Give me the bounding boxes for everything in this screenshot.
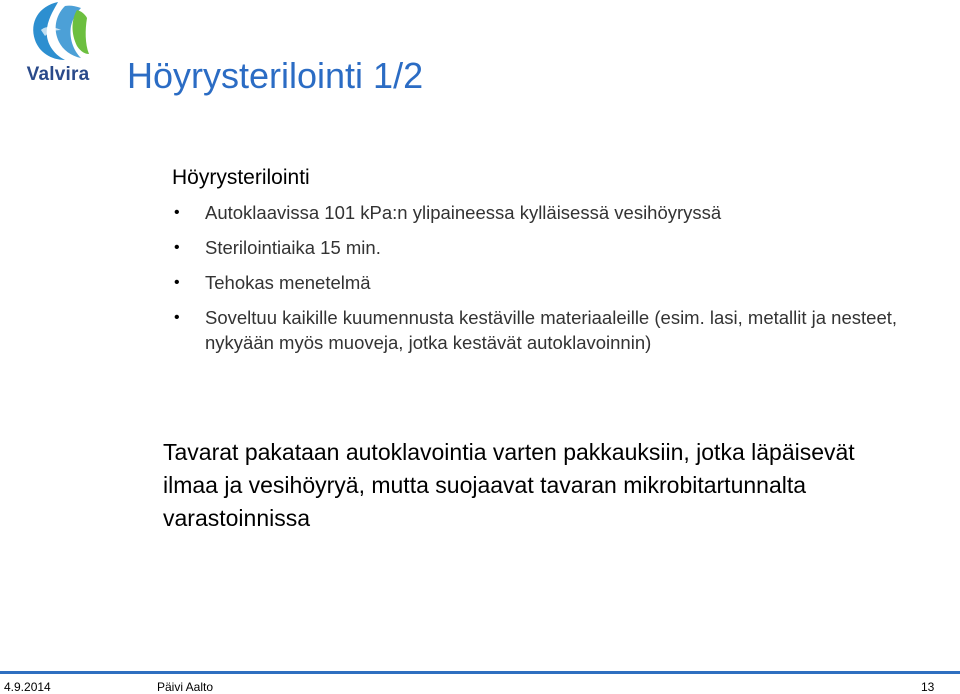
bullet-text: Autoklaavissa 101 kPa:n ylipaineessa kylläisessä vesihöyryssä: [205, 202, 722, 223]
bullet-list: [172, 200, 912, 365]
footer-date: 4.9.2014: [4, 680, 51, 694]
valvira-logo: [18, 0, 98, 94]
bullet-icon: •: [174, 309, 180, 326]
bullet-icon: •: [174, 274, 180, 291]
footer-author: Päivi Aalto: [157, 680, 214, 694]
bullet-icon: •: [174, 239, 180, 256]
section-heading: Höyrysterilointi: [172, 166, 310, 189]
valvira-logo-icon: [25, 0, 91, 64]
bullet-item: [172, 305, 912, 355]
bullet-icon: •: [174, 204, 180, 221]
bullet-item: [172, 235, 912, 260]
footer-divider: [0, 671, 960, 674]
footer-page-number: 13: [921, 680, 935, 694]
bullet-text: Sterilointiaika 15 min.: [205, 237, 381, 258]
slide-title: Höyrysterilointi 1/2: [127, 55, 424, 96]
body-paragraph: Tavarat pakataan autoklavointia varten pakkauksiin, jotka läpäisevät ilmaa ja vesihöyryä, mutta suojaavat tavaran mikrobitartunnalta varastoinnissa: [163, 439, 855, 531]
valvira-logo-text: Valvira: [26, 64, 90, 85]
bullet-text: Soveltuu kaikille kuumennusta kestäville materiaaleille (esim. lasi, metallit ja nesteet, nykyään myös muoveja, jotka kestävät autoklavoinnin): [205, 307, 898, 353]
bullet-item: [172, 270, 912, 295]
bullet-text: Tehokas menetelmä: [205, 272, 371, 293]
bullet-item: [172, 200, 912, 225]
